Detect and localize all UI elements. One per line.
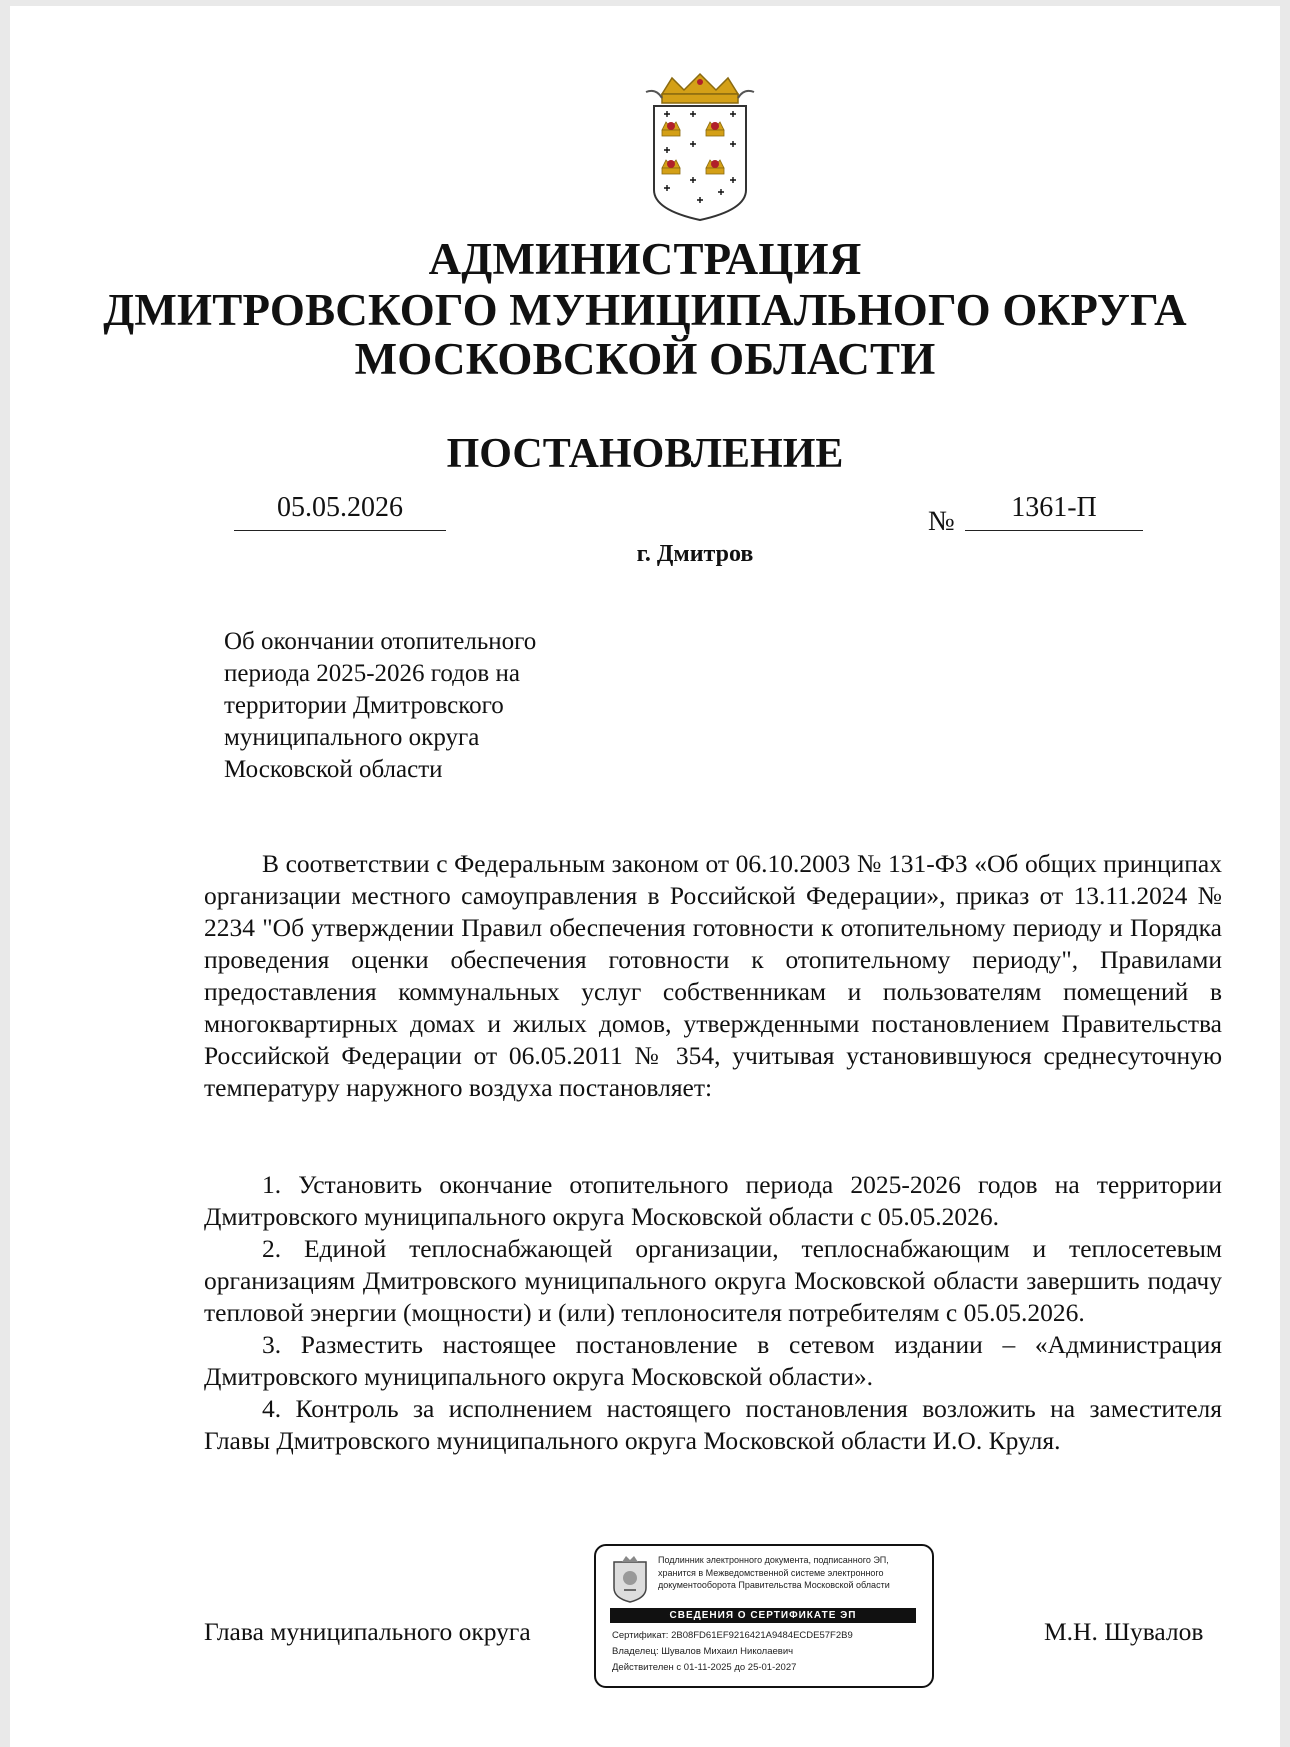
number-field <box>965 490 1143 531</box>
signer-position: Глава муниципального округа <box>204 1617 531 1646</box>
certificate-owner: Владелец: Шувалов Михаил Николаевич <box>612 1646 794 1657</box>
stamp-note <box>658 1554 930 1592</box>
certificate-validity: Действителен с 01-11-2025 до 25-01-2027 <box>612 1662 797 1673</box>
subject-line: территории Дмитровского <box>224 692 504 719</box>
stamp-note-line: хранится в Межведомственной системе электронного <box>658 1567 884 1578</box>
certificate-id: Сертификат: 2B08FD61EF9216421A9484ECDE57F2B9 <box>612 1630 853 1641</box>
document-type: ПОСТАНОВЛЕНИЕ <box>446 431 844 477</box>
date-field <box>234 490 446 531</box>
moscow-region-emblem-icon <box>610 1554 650 1604</box>
org-title-line3: МОСКОВСКОЙ ОБЛАСТИ <box>354 334 936 384</box>
org-title-line1: АДМИНИСТРАЦИЯ <box>428 234 862 284</box>
document-page <box>10 6 1280 1747</box>
resolution-item: 3. Разместить настоящее постановление в сетевом издании – «Администрация Дмитровского муниципального округа Московской области». <box>204 1330 1222 1391</box>
document-date: 05.05.2026 <box>277 492 403 523</box>
city-label: г. Дмитров <box>636 541 754 567</box>
org-title-line2: ДМИТРОВСКОГО МУНИЦИПАЛЬНОГО ОКРУГА <box>103 285 1187 335</box>
number-sign: № <box>928 506 955 537</box>
coat-of-arms-icon <box>644 72 756 222</box>
resolution-item: 4. Контроль за исполнением настоящего постановления возложить на заместителя Главы Дмитровского муниципального округа Московской области И.О. Круля. <box>204 1394 1222 1455</box>
stamp-note-line: документооборота Правительства Московской области <box>658 1580 890 1590</box>
document-number: 1361-П <box>1011 492 1097 523</box>
electronic-signature-stamp <box>594 1544 934 1688</box>
subject-line: муниципального округа <box>224 724 480 751</box>
resolution-item: 1. Установить окончание отопительного периода 2025-2026 годов на территории Дмитровского муниципального округа Московской области с 05.05.2026. <box>204 1170 1222 1231</box>
subject-line: Московской области <box>224 756 443 783</box>
resolution-item: 2. Единой теплоснабжающей организации, теплоснабжающим и теплосетевым организациям Дмитровского муниципального округа Московской области завершить подачу тепловой энергии (мощности) и (или) теплоносителя потребителям с 05.05.2026. <box>204 1234 1222 1327</box>
preamble-paragraph: В соответствии с Федеральным законом от 06.10.2003 № 131-ФЗ «Об общих принципах организации местного самоуправления в Российской Федерации», приказ от 13.11.2024 № 2234 "Об утверждении Правил обеспечения готовности к отопительному периоду и Порядка проведения оценки обеспечения готовности к отопительному периоду", Правилами предоставления коммунальных услуг собственникам и пользователям помещений в многоквартирных домах и жилых домов, утвержденными постановлением Правительства Российской Федерации от 06.05.2011 № 354, учитывая установившуюся среднесуточную температуру наружного воздуха постановляет: <box>204 849 1222 1102</box>
stamp-note-line: Подлинник электронного документа, подписанного ЭП, <box>658 1555 889 1565</box>
stamp-band: СВЕДЕНИЯ О СЕРТИФИКАТЕ ЭП <box>610 1608 916 1623</box>
document-subject <box>224 626 644 786</box>
certificate-info <box>612 1628 926 1676</box>
subject-line: периода 2025-2026 годов на <box>224 660 520 687</box>
resolution-items <box>204 1169 1222 1457</box>
subject-line: Об окончании отопительного <box>224 628 537 655</box>
signer-name: М.Н. Шувалов <box>1044 1617 1204 1646</box>
